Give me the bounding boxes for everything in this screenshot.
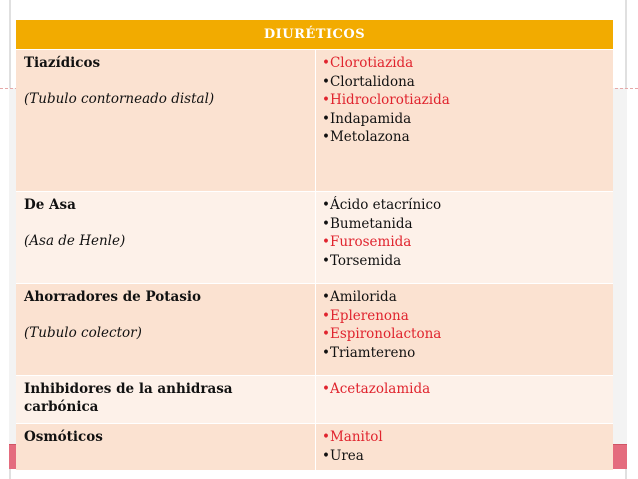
class-cell (16, 192, 315, 283)
class-cell (16, 284, 315, 375)
table-row (16, 50, 613, 192)
drug-item: •Hidroclorotiazida (322, 92, 450, 108)
drug-item: •Triamtereno (322, 344, 416, 361)
table-row (16, 284, 613, 376)
drugs-cell (315, 376, 613, 423)
diuretic-class-name: Ahorradores de Potasio (24, 289, 201, 305)
diuretics-table (16, 20, 613, 471)
drug-item: •Bumetanida (322, 215, 413, 232)
drug-item: •Espironolactona (322, 326, 442, 342)
table-row (16, 424, 613, 471)
drug-item: •Metolazona (322, 129, 410, 145)
table-row (16, 376, 613, 424)
drugs-cell (315, 50, 613, 191)
site-of-action: (Tubulo contorneado distal) (24, 91, 215, 107)
diuretic-class-name: De Asa (24, 197, 76, 213)
table-body (16, 50, 613, 471)
drug-item: •Manitol (322, 429, 383, 445)
drug-item: •Clortalidona (322, 73, 415, 90)
drugs-cell (315, 284, 613, 375)
drugs-cell (315, 424, 613, 470)
drug-item: •Ácido etacrínico (322, 197, 442, 213)
site-of-action: (Asa de Henle) (24, 233, 126, 249)
class-cell (16, 424, 315, 470)
class-cell (16, 376, 315, 423)
diuretic-class-name: Tiazídicos (24, 55, 101, 71)
drug-item: •Furosemida (322, 234, 412, 250)
drug-item: •Clorotiazida (322, 55, 414, 71)
drug-item: •Urea (322, 447, 364, 464)
diuretic-class-name: Osmóticos (24, 429, 103, 445)
site-of-action: (Tubulo colector) (24, 325, 142, 341)
table-header: DIURÉTICOS (16, 20, 613, 50)
drug-item: •Acetazolamida (322, 381, 431, 397)
class-cell (16, 50, 315, 191)
drug-item: •Torsemida (322, 252, 402, 269)
diuretic-class-name: Inhibidores de la anhidrasa carbónica (24, 381, 233, 415)
table-row (16, 192, 613, 284)
drugs-cell (315, 192, 613, 283)
drug-item: •Amilorida (322, 289, 397, 305)
drug-item: •Eplerenona (322, 307, 409, 324)
drug-item: •Indapamida (322, 110, 412, 127)
